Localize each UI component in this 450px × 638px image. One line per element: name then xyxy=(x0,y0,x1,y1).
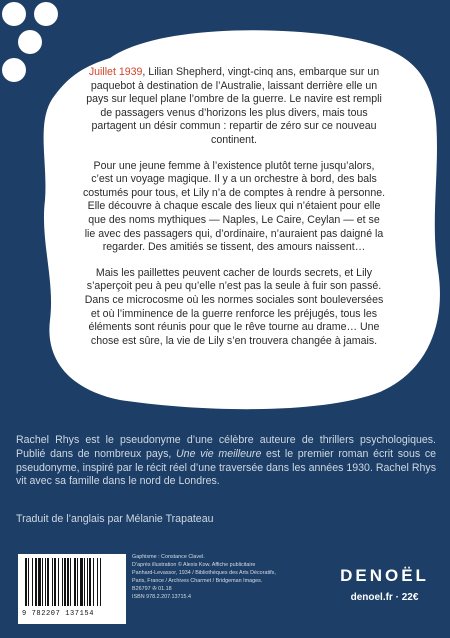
separator: · xyxy=(392,592,402,603)
blurb-paragraph-3: Mais les paillettes peuvent cacher de lourds secrets, et Lily s’aperçoit peu à peu qu’elle n’est pas la seule à fuir son passé. Dans ce microcosme où les normes sociales sont bouleversées et où l’imminence de la guerre renforce les préjugés, tous les éléments sont réunis pour que le rêve tourne au drame… Une chose est sûre, la vie de Lily s’en trouvera changée à jamais. xyxy=(84,266,384,347)
publisher-site-price xyxy=(332,592,437,603)
image-credits xyxy=(132,554,322,601)
blurb-date: Juillet 1939 xyxy=(88,66,143,78)
bio-text-1: Rachel Rhys est le pseudonyme d’une célèbre auteure de thrillers psychologiques. Publié dans de nombreux pays, xyxy=(16,434,436,460)
blurb-p1-text: , Lilian Shepherd, vingt-cinq ans, embarque sur un paquebot à destination de l’Australie, laissant derrière elle un pays sur lequel plane l’ombre de la guerre. Le navire est rempli de passagers venus d’horizons les plus divers, mais tous partagent un désir commun : repartir de zéro sur ce nouveau continent. xyxy=(86,66,382,146)
publisher-brand xyxy=(332,566,437,603)
credit-line: B26797 ✇ 01.18 xyxy=(132,585,172,592)
publisher-logo: DENOËL xyxy=(340,566,429,585)
credit-line: D’après illustration © Alexis Kow. Affiche publicitaire xyxy=(132,561,256,568)
credit-line: Gaphisme : Constance Clavel. xyxy=(132,554,205,560)
blurb-paragraph-2: Pour une jeune femme à l’existence plutôt terne jusqu’alors, c’est un voyage magique. Il y a un orchestre à bord, des bals costumés pour tous, et Lily n’a de comptes à rendre à personne. Elle découvre à chaque escale des lieux qui n’étaient pour elle que des noms mythiques — Naples, Le Caire, Ceylan — et se lie avec des passagers qui, d’ordinaire, n’auraient pas daigné la regarder. Des amitiés se tissent, des amours naissent… xyxy=(82,159,386,254)
publisher-site: denoel.fr xyxy=(350,592,393,603)
credit-line: ISBN 978.2.207.13715.4 xyxy=(132,593,192,600)
barcode-digits: 9 782207 137154 xyxy=(22,610,95,618)
author-bio xyxy=(16,434,436,489)
credit-line: Panhard-Levassor, 1934 / Bibliothèques des Arts Décoratifs, xyxy=(132,569,276,576)
barcode-bars xyxy=(24,558,120,608)
credit-line: Paris, France / Archives Charmet / Bridgeman Images. xyxy=(132,577,263,584)
bio-text-2: est le premier roman écrit sous ce pseudonyme, inspiré par le récit réel d’une traversée dans les années 1930. Rachel Rhys vit avec sa famille dans le nord de Londres. xyxy=(16,447,437,488)
blurb-paragraph-1 xyxy=(82,66,386,148)
book-title: Une vie meilleure xyxy=(176,447,262,460)
price: 22€ xyxy=(401,592,419,603)
isbn-barcode xyxy=(18,554,126,624)
back-cover-blurb xyxy=(82,66,386,360)
translator-credit: Traduit de l’anglais par Mélanie Trapateau xyxy=(16,513,214,525)
